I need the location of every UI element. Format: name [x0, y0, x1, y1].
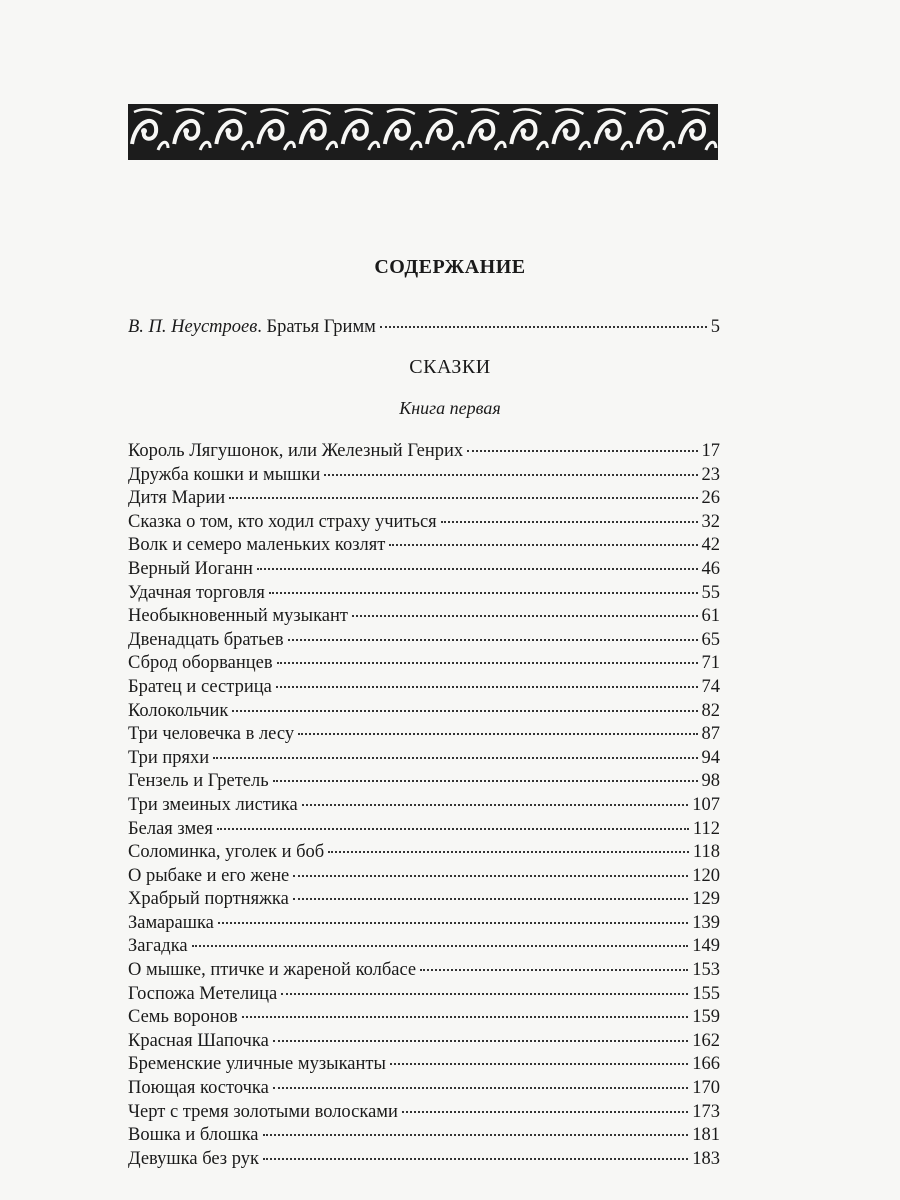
toc-entry-title: Волк и семеро маленьких козлят [128, 535, 386, 556]
toc-entry[interactable] [128, 558, 720, 582]
toc-entry-title: Братец и сестрица [128, 676, 272, 697]
toc-entry-page: 120 [692, 865, 720, 886]
toc-entry-title: Вошка и блошка [128, 1125, 259, 1146]
toc-entry-page: 112 [692, 818, 720, 839]
toc-entry[interactable] [128, 652, 720, 676]
toc-entry-page: 139 [692, 912, 720, 933]
toc-entry[interactable] [128, 1148, 720, 1172]
toc-entry-page: 87 [701, 724, 720, 745]
dot-leader [467, 450, 697, 452]
book-heading: Книга первая [399, 398, 501, 418]
toc-entry-title: Гензель и Гретель [128, 771, 269, 792]
toc-entry-page: 170 [692, 1078, 720, 1099]
toc-entry-title: Девушка без рук [128, 1148, 259, 1169]
toc-entry[interactable] [128, 464, 720, 488]
dot-leader [276, 686, 698, 688]
toc-entry[interactable] [128, 770, 720, 794]
toc-entry-title: Бременские уличные музыканты [128, 1054, 386, 1075]
toc-entry-title: О мышке, птичке и жареной колбасе [128, 960, 417, 981]
toc-entry[interactable] [128, 959, 720, 983]
dot-leader [281, 993, 688, 995]
toc-entry-title: Красная Шапочка [128, 1030, 269, 1051]
toc-entry[interactable] [128, 534, 720, 558]
toc-entry-page: 149 [692, 936, 720, 957]
toc-entry-page: 32 [701, 511, 720, 532]
toc-entry-page: 26 [701, 488, 720, 509]
toc-entry-page: 162 [692, 1030, 720, 1051]
toc-entry-title: Белая змея [128, 818, 213, 839]
dot-leader [263, 1134, 689, 1136]
intro-essay-title: . Братья Гримм [257, 317, 376, 337]
toc-entry[interactable] [128, 1077, 720, 1101]
toc-entry[interactable] [128, 841, 720, 865]
toc-entry-title: Поющая косточка [128, 1078, 269, 1099]
toc-entry-page: 74 [701, 676, 720, 697]
toc-entry-page: 17 [701, 441, 720, 461]
toc-entry-page: 118 [692, 842, 720, 863]
toc-entry[interactable] [128, 818, 720, 842]
intro-page-number: 5 [710, 317, 720, 337]
toc-entry-title: Дружба кошки и мышки [128, 464, 321, 485]
toc-entry-page: 23 [701, 464, 720, 485]
dot-leader [441, 521, 698, 523]
toc-entry-page: 94 [701, 747, 720, 768]
dot-leader [302, 804, 689, 806]
toc-entry[interactable] [128, 983, 720, 1007]
toc-entry[interactable] [128, 629, 720, 653]
dot-leader [390, 1063, 688, 1065]
section-heading: СКАЗКИ [409, 356, 491, 378]
toc-entry[interactable] [128, 440, 720, 464]
toc-entry-title: Замарашка [128, 912, 214, 933]
toc-entry-page: 65 [701, 629, 720, 650]
toc-entry[interactable] [128, 1101, 720, 1125]
toc-entry-title: Дитя Марии [128, 488, 226, 509]
toc-entry-title: Госпожа Метелица [128, 983, 278, 1004]
toc-entry-title: Удачная торговля [128, 582, 265, 603]
toc-entry-title: Три змеиных листика [128, 794, 298, 815]
dot-leader [273, 780, 698, 782]
dot-leader [293, 875, 688, 877]
toc-entry-page: 107 [692, 794, 720, 815]
toc-entry[interactable] [128, 605, 720, 629]
toc-entry-page: 61 [701, 606, 720, 627]
toc-entry-page: 181 [692, 1125, 720, 1146]
toc-entry[interactable] [128, 865, 720, 889]
toc-entry-title: Колокольчик [128, 700, 229, 721]
toc-entry-page: 173 [692, 1101, 720, 1122]
dot-leader [293, 898, 688, 900]
dot-leader [352, 615, 698, 617]
dot-leader [229, 497, 697, 499]
toc-entry[interactable] [128, 511, 720, 535]
toc-entry[interactable] [128, 1006, 720, 1030]
toc-entry[interactable] [128, 700, 720, 724]
toc-entry-title: О рыбаке и его жене [128, 865, 290, 886]
toc-entry-title: Храбрый портняжка [128, 889, 289, 910]
toc-entry-title: Сказка о том, кто ходил страху учиться [128, 511, 437, 532]
dot-leader [232, 710, 697, 712]
toc-entry-title: Три человечка в лесу [128, 724, 295, 745]
toc-entry-title: Двенадцать братьев [128, 629, 284, 650]
toc-entry[interactable] [128, 935, 720, 959]
dot-leader [380, 326, 707, 328]
toc-entry-page: 55 [701, 582, 720, 603]
dot-leader [288, 639, 698, 641]
toc-entry-page: 46 [701, 558, 720, 579]
dot-leader [324, 474, 697, 476]
toc-entry-page: 153 [692, 960, 720, 981]
toc-entry[interactable] [128, 747, 720, 771]
intro-title [128, 316, 376, 338]
toc-entry-page: 183 [692, 1148, 720, 1169]
dot-leader [389, 544, 697, 546]
toc-entry[interactable] [128, 1124, 720, 1148]
dot-leader [273, 1040, 688, 1042]
toc-entry[interactable] [128, 1053, 720, 1077]
toc-intro-row[interactable] [128, 316, 720, 338]
dot-leader [273, 1087, 688, 1089]
toc-entry-title: Черт с тремя золотыми волосками [128, 1101, 398, 1122]
toc-entry[interactable] [128, 794, 720, 818]
toc-entry[interactable] [128, 912, 720, 936]
dot-leader [257, 568, 698, 570]
toc-entry-title: Верный Иоганн [128, 558, 253, 579]
toc-entry-title: Семь воронов [128, 1007, 238, 1028]
toc-entry[interactable] [128, 888, 720, 912]
toc-entry-title: Необыкновенный музыкант [128, 606, 348, 627]
toc-entry-page: 82 [701, 700, 720, 721]
toc-entry-title: Три пряхи [128, 747, 210, 768]
page-title: СОДЕРЖАНИЕ [374, 256, 526, 278]
toc-entry-page: 159 [692, 1007, 720, 1028]
toc-list [128, 440, 720, 1171]
dot-leader [269, 592, 698, 594]
dot-leader [298, 733, 697, 735]
toc-entry[interactable] [128, 1030, 720, 1054]
toc-entry[interactable] [128, 487, 720, 511]
toc-entry[interactable] [128, 676, 720, 700]
intro-author: В. П. Неустроев [128, 317, 258, 337]
dot-leader [242, 1016, 688, 1018]
toc-entry-title: Загадка [128, 936, 188, 957]
dot-leader [218, 922, 688, 924]
dot-leader [420, 969, 688, 971]
scroll-ornament-icon [128, 104, 718, 160]
dot-leader [328, 851, 689, 853]
toc-entry-title: Король Лягушонок, или Железный Генрих [128, 441, 464, 461]
dot-leader [402, 1111, 688, 1113]
dot-leader [217, 828, 689, 830]
toc-entry-page: 155 [692, 983, 720, 1004]
toc-entry[interactable] [128, 582, 720, 606]
dot-leader [213, 757, 697, 759]
toc-entry-page: 98 [701, 771, 720, 792]
toc-entry-page: 71 [701, 653, 720, 674]
dot-leader [263, 1158, 688, 1160]
toc-entry-page: 129 [692, 889, 720, 910]
toc-entry-page: 42 [701, 535, 720, 556]
dot-leader [277, 662, 698, 664]
toc-entry-page: 166 [692, 1054, 720, 1075]
toc-entry[interactable] [128, 723, 720, 747]
toc-entry-title: Сброд оборванцев [128, 653, 273, 674]
toc-entry-title: Соломинка, уголек и боб [128, 842, 325, 863]
dot-leader [192, 945, 689, 947]
